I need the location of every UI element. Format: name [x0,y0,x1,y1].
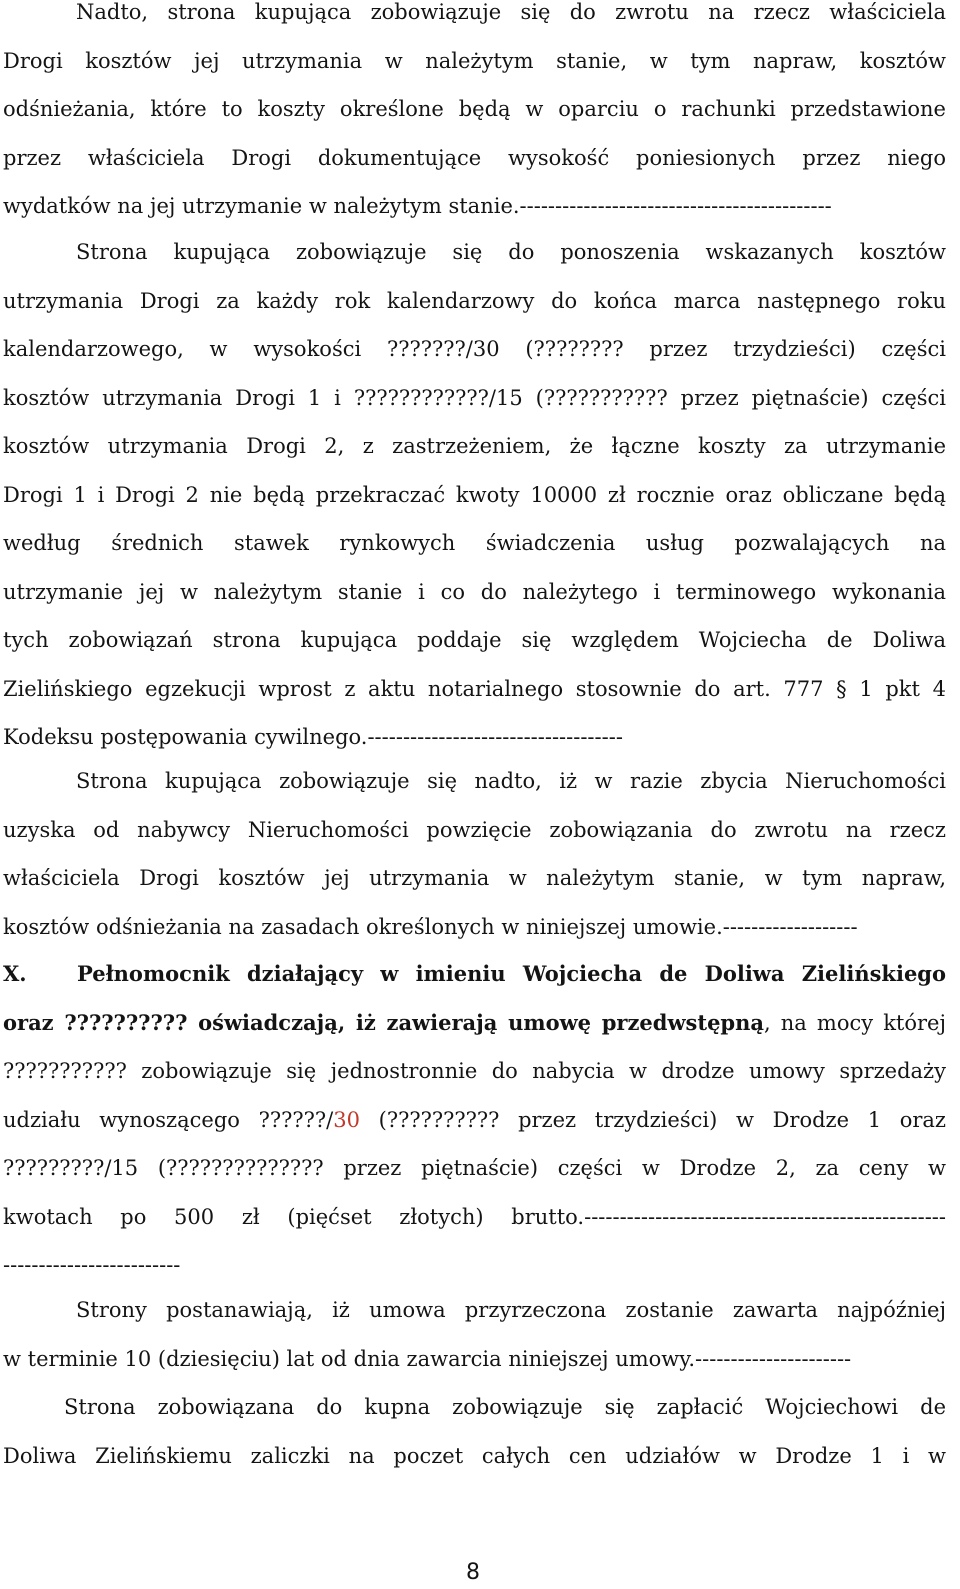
text-line: według średnich stawek rynkowych świadczenia usług pozwalających na [3,531,946,555]
text-line: Strona zobowiązana do kupna zobowiązuje się zapłacić Wojciechowi de [64,1395,946,1419]
text-line: odśnieżania, które to koszty określone będą w oparciu o rachunki przedstawione [3,97,946,121]
text-line: w terminie 10 (dziesięciu) lat od dnia zawarcia niniejszej umowy.---------------------- [3,1346,852,1371]
paragraph-4 [3,1286,946,1383]
section-number: X. [3,961,27,986]
text-line: kosztów odśnieżania na zasadach określonych w niniejszej umowie.------------------- [3,914,858,939]
text-line: tych zobowiązań strona kupująca poddaje się względem Wojciecha de Doliwa [3,628,946,652]
text-line: kosztów utrzymania Drogi 2, z zastrzeżeniem, że łączne koszty za utrzymanie [3,434,946,458]
highlighted-number: 30 [333,1107,360,1132]
text-line [3,1096,946,1145]
section-x-heading-line [3,950,946,999]
text-line: wydatków na jej utrzymanie w należytym stanie.-------------------------------------------- [3,194,832,218]
text-line: utrzymania Drogi za każdy rok kalendarzowy do końca marca następnego roku [3,288,946,313]
page-number: 8 [466,1560,480,1585]
text-line: kalendarzowego, w wysokości ???????/30 (???????? przez trzydzieści) części [3,337,946,361]
text-line: Zielińskiego egzekucji wprost z aktu notarialnego stosownie do art. 777 § 1 pkt 4 [3,676,946,701]
text-line: Drogi 1 i Drogi 2 nie będą przekraczać kwoty 10000 zł rocznie oraz obliczane będą [3,482,946,507]
text-line: Drogi kosztów jej utrzymania w należytym stanie, w tym napraw, kosztów [3,48,946,73]
text-line: Nadto, strona kupująca zobowiązuje się do zwrotu na rzecz właściciela [76,0,946,24]
text-line: przez właściciela Drogi dokumentujące wysokość poniesionych przez niego [3,145,946,170]
text-line: ??????????? zobowiązuje się jednostronnie do nabycia w drodze umowy sprzedaży [3,1059,946,1083]
text-line: Strony postanawiają, iż umowa przyrzeczona zostanie zawarta najpóźniej [76,1298,946,1322]
bold-text: oraz ?????????? oświadczają, iż zawierają umowę przedwstępną [3,1009,764,1035]
text-line: kosztów utrzymania Drogi 1 i ????????????/15 (??????????? przez piętnaście) części [3,385,946,410]
text-line: Doliwa Zielińskiemu zaliczki na poczet całych cen udziałów w Drodze 1 i w [3,1443,946,1468]
paragraph-5 [3,1383,946,1480]
text-line: właściciela Drogi kosztów jej utrzymania w należytym stanie, w tym napraw, [3,866,946,890]
text-line: kwotach po 500 zł (pięćset złotych) brutto.--------------------------------------------------- [3,1204,946,1229]
text-line [3,999,946,1048]
text-line: ?????????/15 (?????????????? przez piętnaście) części w Drodze 2, za ceny w [3,1156,946,1180]
plain-text: (?????????? przez trzydzieści) w Drodze 1 oraz [359,1107,946,1132]
text-line: uzyska od nabywcy Nieruchomości powzięcie zobowiązania do zwrotu na rzecz [3,817,946,842]
plain-text: udziału wynoszącego ??????/ [3,1107,334,1132]
paragraph-1 [3,0,946,231]
text-line: Kodeksu postępowania cywilnego.------------------------------------ [3,725,623,749]
section-x-heading-text: Pełnomocnik działający w imieniu Wojciecha de Doliwa Zielińskiego [77,961,946,986]
section-x [3,950,946,1290]
text-line: Strona kupująca zobowiązuje się nadto, iż w razie zbycia Nieruchomości [76,769,946,793]
text-line: ------------------------- [3,1253,181,1277]
paragraph-2 [3,228,946,762]
paragraph-3 [3,757,946,951]
text-line: Strona kupująca zobowiązuje się do ponoszenia wskazanych kosztów [76,240,946,264]
plain-text: , na mocy której [764,1010,946,1035]
text-line: utrzymanie jej w należytym stanie i co do należytego i terminowego wykonania [3,579,946,604]
